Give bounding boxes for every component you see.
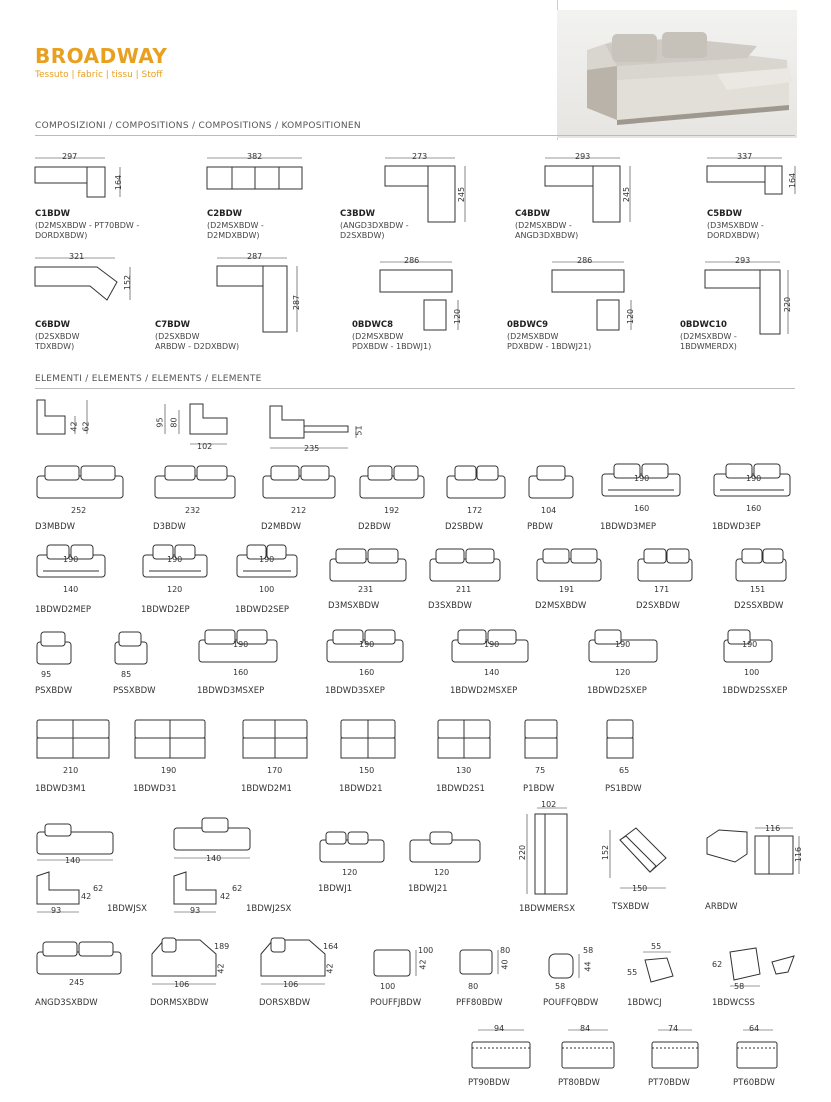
element-code: 1BDWCSS xyxy=(712,998,755,1008)
composition-code: C2BDW xyxy=(207,209,243,219)
element-1bdwd2sxep xyxy=(587,626,662,696)
element-code: 1BDWD2SSXEP xyxy=(722,686,788,696)
element-d2mbdw xyxy=(261,462,341,532)
element-code: D3MBDW xyxy=(35,522,76,532)
dim-width: 190 xyxy=(161,766,177,775)
element-pouffjbdw xyxy=(370,946,440,1008)
element-1bdwd2mep xyxy=(35,541,110,615)
composition-c3 xyxy=(340,152,470,240)
element-1bdwj1 xyxy=(318,828,388,894)
dim-depth: 245 xyxy=(457,186,467,203)
element-code: D2SXBDW xyxy=(636,601,680,611)
dim-width: 102 xyxy=(197,442,213,451)
dim-seat: 42 xyxy=(81,892,92,901)
drawing xyxy=(339,718,399,764)
dim-width: 273 xyxy=(412,152,428,161)
dim-depth: 152 xyxy=(601,844,611,861)
profile-a xyxy=(35,398,105,452)
composition-c5 xyxy=(707,152,807,240)
element-1bdwd2ep xyxy=(141,541,211,615)
section-compositions: COMPOSIZIONI / COMPOSITIONS / COMPOSITIONS / KOMPOSITIONEN xyxy=(35,121,361,131)
composition-desc: (D3MSXBDW - DORDXBDW) xyxy=(707,221,764,240)
profile-b-drawing xyxy=(155,398,235,453)
dim-width: 245 xyxy=(69,978,85,987)
composition-desc: (D2MSXBDW - D2MDXBDW) xyxy=(207,221,264,240)
element-1bdwcss xyxy=(712,946,802,1008)
dim-width: 160 xyxy=(233,668,249,677)
drawing xyxy=(636,545,696,585)
element-code: PSXBDW xyxy=(35,686,73,696)
drawing xyxy=(113,628,153,668)
element-pbdw-drawing xyxy=(527,462,577,502)
composition-c4 xyxy=(515,152,635,240)
element-d3msxbdw xyxy=(328,545,413,611)
dim-width-2: 93 xyxy=(190,906,201,915)
element-code: D2SBDW xyxy=(445,522,484,532)
composition-desc: (D2MSXBDW - ANGD3DXBDW) xyxy=(515,221,579,240)
element-1bdwd3ep xyxy=(712,460,797,532)
element-p1bdw xyxy=(523,718,563,794)
dim-width: 382 xyxy=(247,152,263,161)
dim-depth: 55 xyxy=(627,968,638,977)
drawing xyxy=(523,718,563,764)
dim-width: 58 xyxy=(734,982,745,991)
drawing xyxy=(428,545,508,585)
dim-width: 84 xyxy=(580,1024,591,1033)
dim-height: 42 xyxy=(418,959,428,970)
dim-width: 75 xyxy=(535,766,546,775)
dim-width: 102 xyxy=(541,800,557,809)
composition-desc: (D2MSXBDW PDXBDW - 1BDWJ1) xyxy=(352,332,432,351)
drawing xyxy=(133,718,213,764)
element-1bdwd3mep xyxy=(600,460,685,532)
element-1bdwj21 xyxy=(408,828,483,894)
dim-width: 65 xyxy=(619,766,630,775)
element-code: PFF80BDW xyxy=(456,998,503,1008)
drawing xyxy=(627,946,677,986)
element-code: 1BDWCJ xyxy=(627,998,662,1008)
dim-width: 231 xyxy=(358,585,374,594)
element-code: 1BDWD2SXEP xyxy=(587,686,647,696)
element-d3sxbdw xyxy=(428,545,508,611)
dim-width: 170 xyxy=(267,766,283,775)
element-pouffqbdw xyxy=(543,946,599,1008)
dim-height: 42 xyxy=(325,963,335,974)
element-code: 1BDWD2EP xyxy=(141,605,190,615)
profile-c xyxy=(268,398,368,457)
dim-width: 74 xyxy=(668,1024,679,1033)
composition-c9 xyxy=(507,256,637,351)
dim-width: 150 xyxy=(632,884,648,893)
sofa-photo xyxy=(557,10,797,138)
dim-width: 80 xyxy=(468,982,479,991)
dim-width: 106 xyxy=(283,980,299,989)
element-code: POUFFQBDW xyxy=(543,998,599,1008)
drawing xyxy=(35,628,75,668)
composition-code: C1BDW xyxy=(35,209,71,219)
dim-width: 286 xyxy=(577,256,593,265)
drawing xyxy=(535,545,605,585)
drawing xyxy=(35,718,115,764)
element-1bdwd3msxep xyxy=(197,626,282,696)
element-code: D2MSXBDW xyxy=(535,601,587,611)
element-code: DORMSXBDW xyxy=(150,998,209,1008)
dim-width: 104 xyxy=(541,506,557,515)
dim-width: 64 xyxy=(749,1024,760,1033)
element-code: D2SSXBDW xyxy=(734,601,784,611)
element-d2ssxbdw xyxy=(734,545,789,611)
element-code: PSSXBDW xyxy=(113,686,156,696)
composition-c7 xyxy=(155,252,315,351)
composition-desc: (D2SXBDW ARBDW - D2DXBDW) xyxy=(155,332,240,351)
dim-width: 293 xyxy=(575,152,591,161)
element-1bdwd2sep xyxy=(235,541,301,615)
element-dorsxbdw xyxy=(259,934,349,1008)
section-rule xyxy=(35,135,795,136)
dim-width: 100 xyxy=(259,585,275,594)
element-code: ANGD3SXBDW xyxy=(35,998,98,1008)
element-d3mbdw xyxy=(35,462,130,532)
element-code: 1BDWD2MSXEP xyxy=(450,686,518,696)
dim-width: 212 xyxy=(291,506,307,515)
dim-width: 192 xyxy=(384,506,400,515)
composition-code: 0BDWC9 xyxy=(507,320,548,330)
drawing xyxy=(318,828,388,868)
composition-c8 xyxy=(352,256,472,351)
dim-height: 40 xyxy=(500,959,510,970)
element-code: 1BDWMERSX xyxy=(519,904,576,914)
dim-width: 297 xyxy=(62,152,78,161)
drawing xyxy=(35,938,125,978)
composition-code: 0BDWC8 xyxy=(352,320,393,330)
element-pt60bdw xyxy=(733,1024,783,1088)
dim-width: 140 xyxy=(484,668,500,677)
composition-code: 0BDWC10 xyxy=(680,320,727,330)
element-code: D3BDW xyxy=(153,522,186,532)
element-pbdw xyxy=(527,462,577,532)
page-title: BROADWAY xyxy=(35,44,168,68)
dim-width: 210 xyxy=(63,766,79,775)
element-code: 1BDWD3SXEP xyxy=(325,686,385,696)
dim-width: 120 xyxy=(167,585,183,594)
composition-code: C6BDW xyxy=(35,320,71,330)
dim-width: 337 xyxy=(737,152,753,161)
element-d3mbdw-drawing xyxy=(35,462,130,502)
element-code: 1BDWD3M1 xyxy=(35,784,86,794)
composition-desc: (D2MSXBDW PDXBDW - 1BDWJ21) xyxy=(507,332,592,351)
profile-b xyxy=(155,398,235,457)
composition-c1 xyxy=(35,152,155,240)
dim-height: 62 xyxy=(93,884,104,893)
dim-width: 58 xyxy=(555,982,566,991)
element-1bdwd2ssxep xyxy=(722,626,788,696)
element-pt90bdw xyxy=(468,1024,533,1088)
dim-depth: 189 xyxy=(214,942,230,951)
element-code: 1BDWJ2SX xyxy=(246,904,292,914)
element-code: TSXBDW xyxy=(612,902,650,912)
composition-code: C5BDW xyxy=(707,209,743,219)
element-code: 1BDWD3MEP xyxy=(600,522,656,532)
dim-depth: 164 xyxy=(114,174,124,191)
element-pt70bdw xyxy=(648,1024,703,1088)
dim-depth: 190 xyxy=(615,640,631,649)
element-code: 1BDWD3EP xyxy=(712,522,761,532)
element-dormsxbdw xyxy=(150,934,240,1008)
dim-width: 100 xyxy=(380,982,396,991)
drawing xyxy=(408,828,483,868)
composition-c1-drawing xyxy=(35,152,155,212)
dim-depth: 120 xyxy=(626,308,636,325)
element-1bdwjsx xyxy=(35,820,147,934)
element-1bdwmersx xyxy=(515,800,576,914)
dim-width: 130 xyxy=(456,766,472,775)
composition-desc: (D2SXBDW TDXBDW) xyxy=(35,332,80,351)
dim-depth: 190 xyxy=(746,474,762,483)
dim-height: 51 xyxy=(354,425,364,436)
element-code: 1BDWD2S1 xyxy=(436,784,485,794)
subtitle: Tessuto | fabric | tissu | Stoff xyxy=(35,70,163,80)
element-code: 1BDWD2M1 xyxy=(241,784,292,794)
element-1bdwd21 xyxy=(339,718,399,794)
dim-width-2: 93 xyxy=(51,906,62,915)
drawing xyxy=(436,718,496,764)
element-code: P1BDW xyxy=(523,784,555,794)
dim-width: 140 xyxy=(65,856,81,865)
dim-width: 321 xyxy=(69,252,85,261)
element-code: 1BDWD3MSXEP xyxy=(197,686,265,696)
element-code: 1BDWD21 xyxy=(339,784,383,794)
dim-width: 94 xyxy=(494,1024,505,1033)
element-code: 1BDWD31 xyxy=(133,784,177,794)
element-code: POUFFJBDW xyxy=(370,998,422,1008)
dim-width: 235 xyxy=(304,444,320,453)
dim-width: 120 xyxy=(434,868,450,877)
element-code: 1BDWJ1 xyxy=(318,884,353,894)
dim-depth: 190 xyxy=(359,640,375,649)
element-code: D3MSXBDW xyxy=(328,601,380,611)
element-code: DORSXBDW xyxy=(259,998,311,1008)
dim-depth: 220 xyxy=(783,296,793,313)
dim-depth: 152 xyxy=(123,274,133,291)
dim-depth: 190 xyxy=(259,555,275,564)
composition-code: C7BDW xyxy=(155,320,191,330)
element-code: PT80BDW xyxy=(558,1078,600,1088)
element-d2msxbdw xyxy=(535,545,605,611)
element-pt80bdw xyxy=(558,1024,618,1088)
element-1bdwd31 xyxy=(133,718,213,794)
element-tsxbdw xyxy=(600,824,670,912)
dim-height: 62 xyxy=(81,421,91,432)
composition-desc: (D2MSXBDW - 1BDWMERDX) xyxy=(680,332,737,351)
dim-width: 232 xyxy=(185,506,201,515)
element-code: 1BDWJSX xyxy=(107,904,147,914)
element-pff80bdw xyxy=(456,946,516,1008)
dim-width: 160 xyxy=(359,668,375,677)
drawing xyxy=(328,545,413,585)
composition-code: C3BDW xyxy=(340,209,376,219)
drawing xyxy=(241,718,311,764)
element-code: PT60BDW xyxy=(733,1078,775,1088)
dim-width: 120 xyxy=(342,868,358,877)
dim-width: 191 xyxy=(559,585,575,594)
dim-depth: 190 xyxy=(233,640,249,649)
dim-width: 140 xyxy=(206,854,222,863)
element-pssxbdw xyxy=(113,628,156,696)
composition-desc: (ANGD3DXBDW - D2SXBDW) xyxy=(340,221,409,240)
element-1bdwd3sxep xyxy=(325,626,410,696)
element-arbdw xyxy=(705,824,810,912)
composition-c6 xyxy=(35,252,145,351)
dim-depth: 287 xyxy=(292,294,302,311)
dim-height-2: 80 xyxy=(169,417,179,428)
composition-c10 xyxy=(680,256,800,351)
dim-depth: 220 xyxy=(518,844,528,861)
dim-width: 100 xyxy=(744,668,760,677)
element-code: 1BDWJ21 xyxy=(408,884,448,894)
dim-width: 287 xyxy=(247,252,263,261)
dim-width: 140 xyxy=(63,585,79,594)
element-code: 1BDWD2MEP xyxy=(35,605,91,615)
element-code: PBDW xyxy=(527,522,553,532)
dim-depth: 164 xyxy=(323,942,339,951)
dim-height: 95 xyxy=(155,417,165,428)
element-1bdwd2s1 xyxy=(436,718,496,794)
dim-seat: 42 xyxy=(69,421,79,432)
element-d3bdw-drawing xyxy=(153,462,238,502)
drawing xyxy=(734,545,789,585)
element-code: PT90BDW xyxy=(468,1078,510,1088)
dim-width: 150 xyxy=(359,766,375,775)
element-code: D2BDW xyxy=(358,522,391,532)
section-rule xyxy=(35,388,795,389)
dim-depth: 190 xyxy=(634,474,650,483)
element-ps1bdw xyxy=(605,718,642,794)
composition-desc: (D2MSXBDW - PT70BDW - DORDXBDW) xyxy=(35,221,140,240)
element-d2bdw xyxy=(358,462,428,532)
element-d2sxbdw xyxy=(636,545,696,611)
element-code: D2MBDW xyxy=(261,522,302,532)
dim-width: 151 xyxy=(750,585,766,594)
dim-width: 120 xyxy=(615,668,631,677)
dim-width: 286 xyxy=(404,256,420,265)
dim-depth: 116 xyxy=(794,846,804,863)
element-code: PS1BDW xyxy=(605,784,642,794)
dim-height: 44 xyxy=(583,961,593,972)
dim-width: 160 xyxy=(746,504,762,513)
element-code: PT70BDW xyxy=(648,1078,690,1088)
dim-width: 172 xyxy=(467,506,483,515)
dim-depth: 190 xyxy=(484,640,500,649)
dim-depth: 190 xyxy=(742,640,758,649)
dim-width: 211 xyxy=(456,585,472,594)
element-angd3sxbdw xyxy=(35,938,125,1008)
element-d3bdw xyxy=(153,462,238,532)
element-1bdwd3m1 xyxy=(35,718,115,794)
drawing xyxy=(605,718,641,764)
dim-width: 160 xyxy=(634,504,650,513)
dim-height: 62 xyxy=(232,884,243,893)
dim-width: 55 xyxy=(651,942,662,951)
dim-width: 106 xyxy=(174,980,190,989)
element-1bdwd2m1 xyxy=(241,718,311,794)
dim-width: 116 xyxy=(765,824,781,833)
dim-depth: 245 xyxy=(622,186,632,203)
element-code: ARBDW xyxy=(705,902,738,912)
composition-code: C4BDW xyxy=(515,209,551,219)
element-psxbdw xyxy=(35,628,75,696)
element-1bdwd2msxep xyxy=(450,626,535,696)
dim-width: 293 xyxy=(735,256,751,265)
dim-depth: 62 xyxy=(712,960,723,969)
dim-depth: 80 xyxy=(500,946,511,955)
dim-depth: 164 xyxy=(788,172,798,189)
dim-width: 85 xyxy=(121,670,132,679)
dim-width: 95 xyxy=(41,670,52,679)
element-1bdwcj xyxy=(627,942,677,1008)
element-1bdwj2sx xyxy=(172,814,292,928)
element-d2sbdw xyxy=(445,462,510,532)
dim-depth: 190 xyxy=(63,555,79,564)
element-d2sbdw-drawing xyxy=(445,462,510,502)
element-code: 1BDWD2SEP xyxy=(235,605,290,615)
dim-depth: 120 xyxy=(453,308,463,325)
dim-seat: 42 xyxy=(220,892,231,901)
dim-width: 252 xyxy=(71,506,87,515)
element-code: D3SXBDW xyxy=(428,601,472,611)
dim-width: 171 xyxy=(654,585,670,594)
element-d2mbdw-drawing xyxy=(261,462,341,502)
dim-depth: 100 xyxy=(418,946,434,955)
dim-depth: 58 xyxy=(583,946,594,955)
composition-c2 xyxy=(207,152,307,240)
section-elements: ELEMENTI / ELEMENTS / ELEMENTS / ELEMENTE xyxy=(35,374,262,384)
dim-height: 42 xyxy=(216,963,226,974)
element-d2bdw-drawing xyxy=(358,462,428,502)
drawing xyxy=(712,946,802,996)
dim-depth: 190 xyxy=(167,555,183,564)
